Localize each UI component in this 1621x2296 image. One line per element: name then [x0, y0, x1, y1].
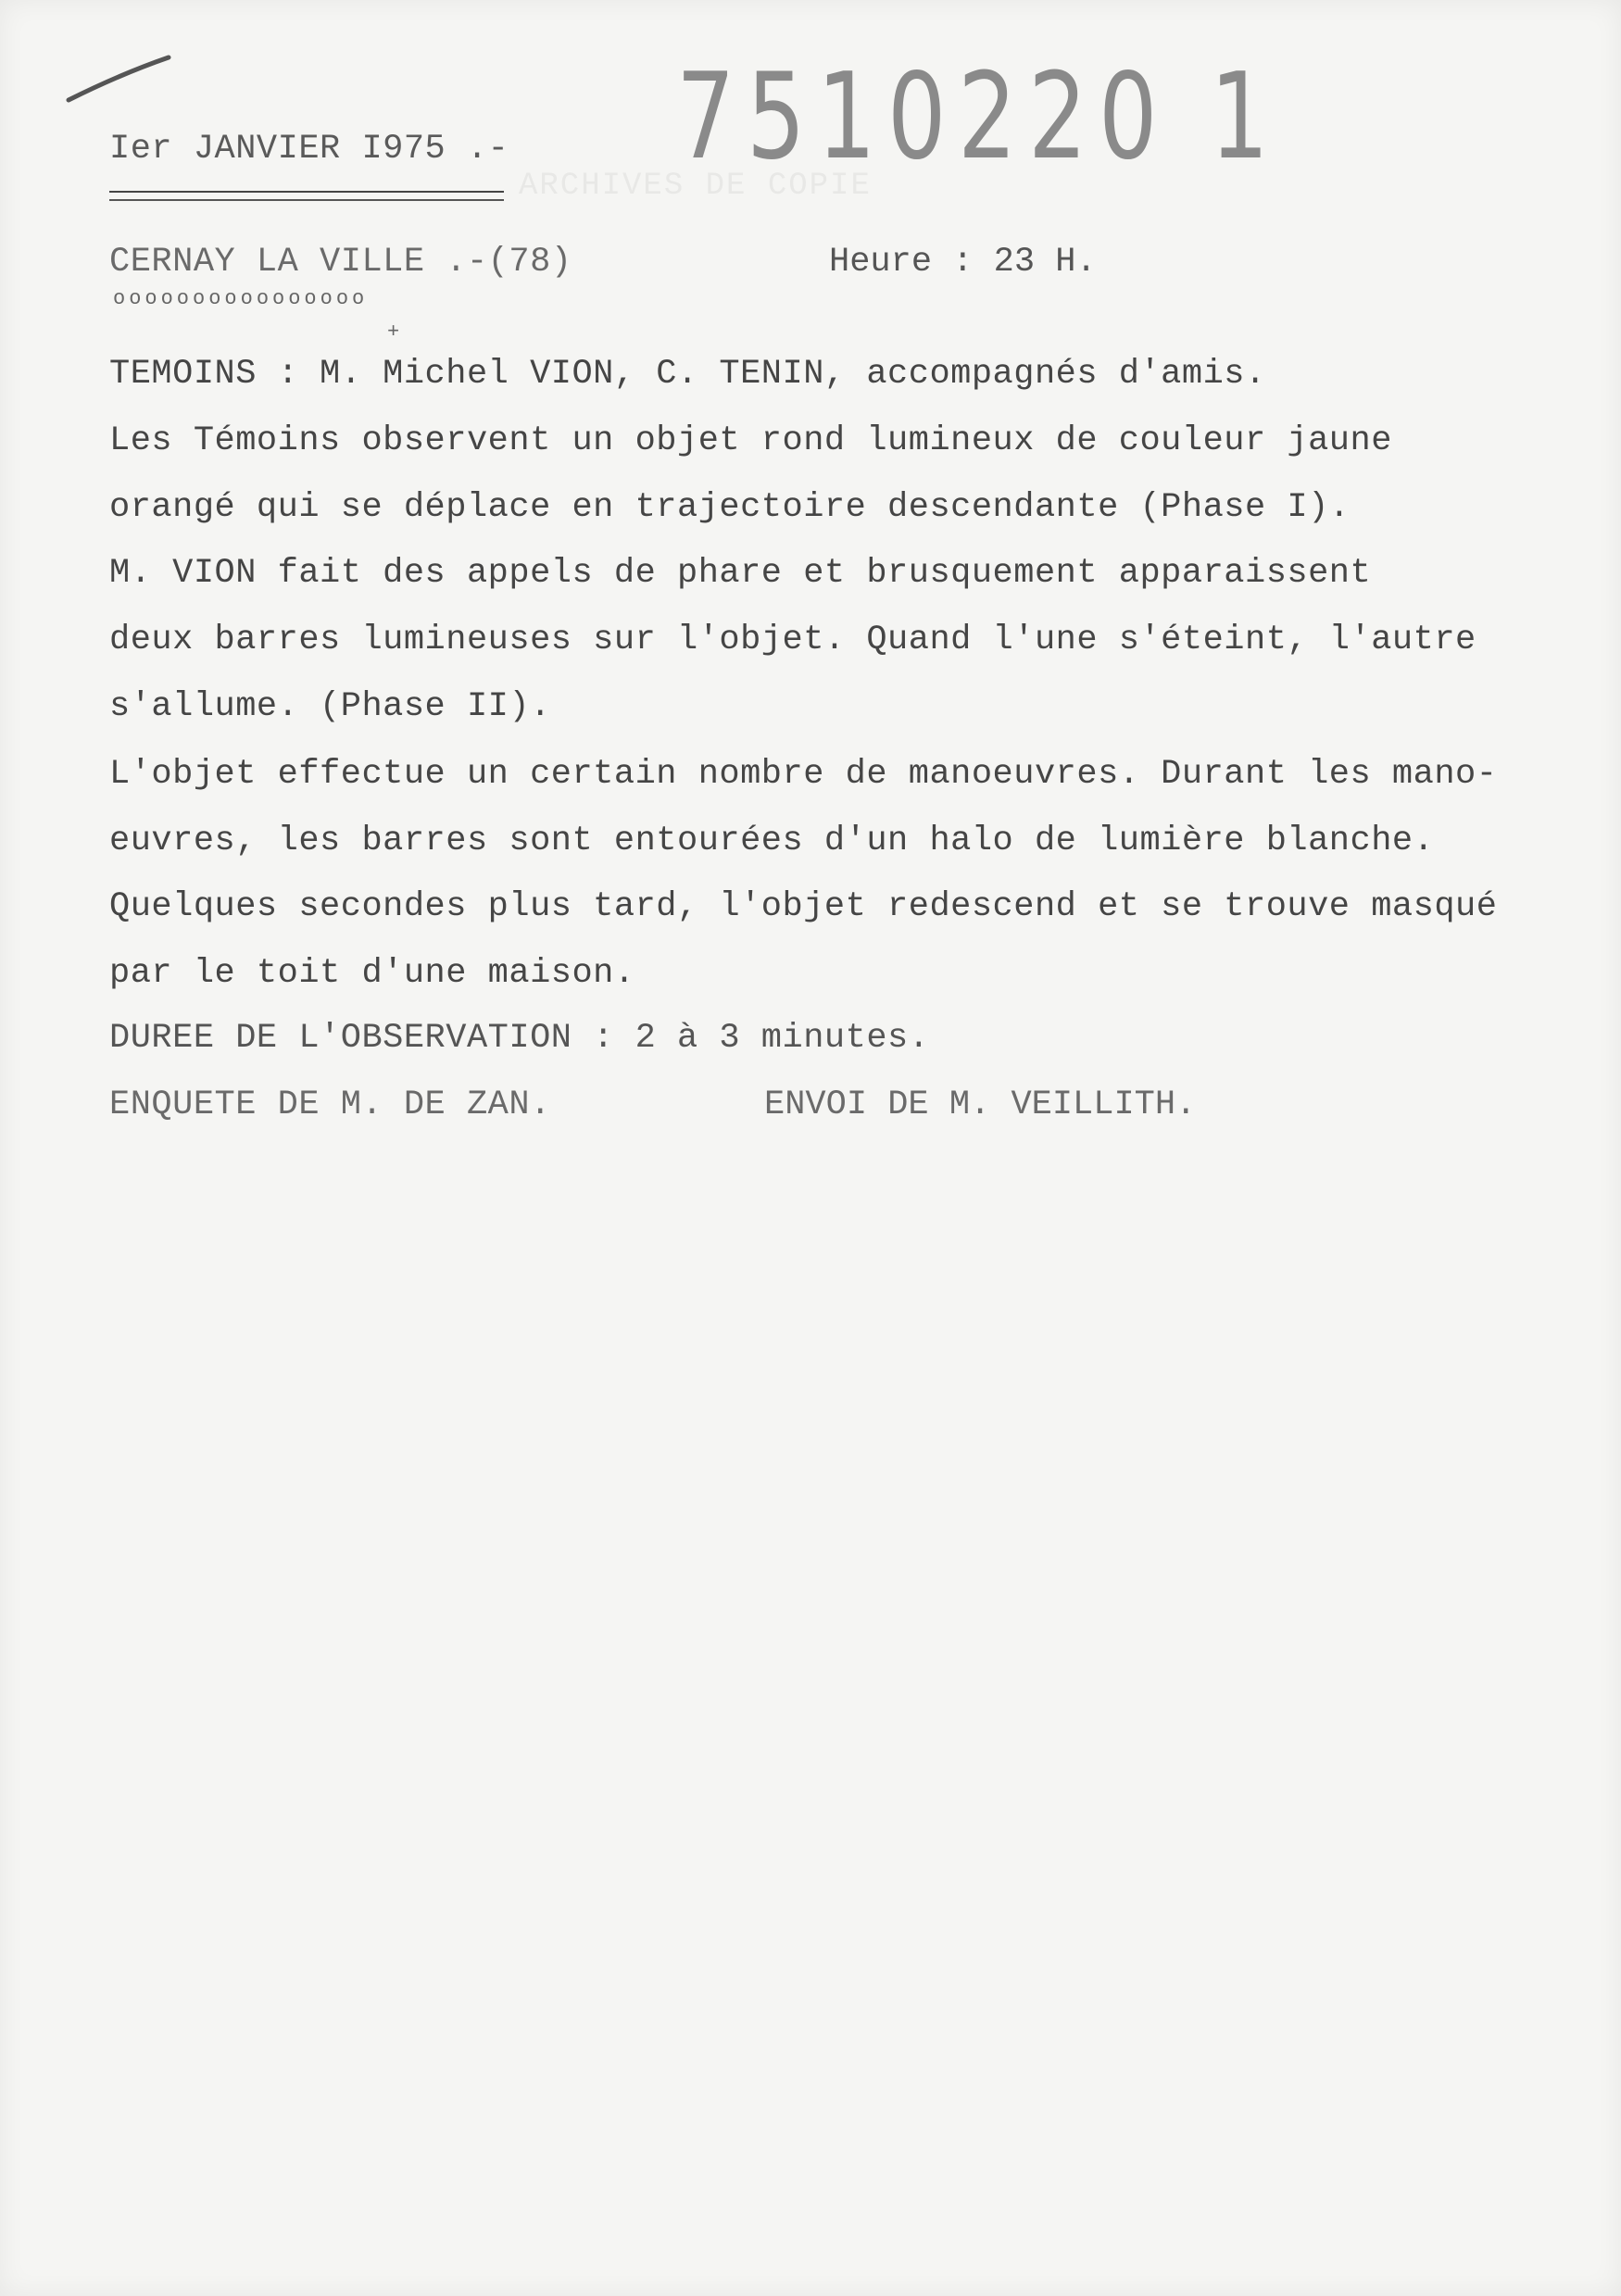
body-line-8: Quelques secondes plus tard, l'objet redescend et se trouve masqué: [109, 887, 1498, 926]
location-underline-circles: oooooooooooooooo: [113, 287, 369, 310]
witness-line: TEMOINS : M. Michel VION, C. TENIN, accompagnés d'amis.: [109, 355, 1266, 394]
body-line-6: L'objet effectue un certain nombre de manoeuvres. Durant les mano-: [109, 755, 1498, 794]
correction-tick: +: [387, 320, 400, 344]
file-number-stamp: 7510220 1: [676, 48, 1281, 186]
envoi-credit: ENVOI DE M. VEILLITH.: [764, 1085, 1197, 1124]
body-line-9: par le toit d'une maison.: [109, 954, 635, 993]
observation-hour: Heure : 23 H.: [829, 243, 1097, 282]
body-line-3: M. VION fait des appels de phare et brusquement apparaissent: [109, 554, 1372, 593]
faded-bleed-through-text: ARCHIVES DE COPIE: [519, 169, 872, 204]
body-line-4: deux barres lumineuses sur l'objet. Quand l'une s'éteint, l'autre: [109, 621, 1476, 659]
date-underline: [109, 191, 504, 201]
pen-stroke-mark: [65, 54, 176, 106]
observation-duration: DUREE DE L'OBSERVATION : 2 à 3 minutes.: [109, 1019, 930, 1058]
body-line-2: orangé qui se déplace en trajectoire descendante (Phase I).: [109, 488, 1351, 527]
body-line-7: euvres, les barres sont entourées d'un halo de lumière blanche.: [109, 822, 1435, 860]
body-line-5: s'allume. (Phase II).: [109, 687, 551, 726]
body-line-1: Les Témoins observent un objet rond lumineux de couleur jaune: [109, 421, 1392, 460]
document-date: Ier JANVIER I975 .-: [109, 130, 509, 169]
location-heading: CERNAY LA VILLE .-(78): [109, 243, 572, 282]
enquete-credit: ENQUETE DE M. DE ZAN.: [109, 1085, 551, 1124]
